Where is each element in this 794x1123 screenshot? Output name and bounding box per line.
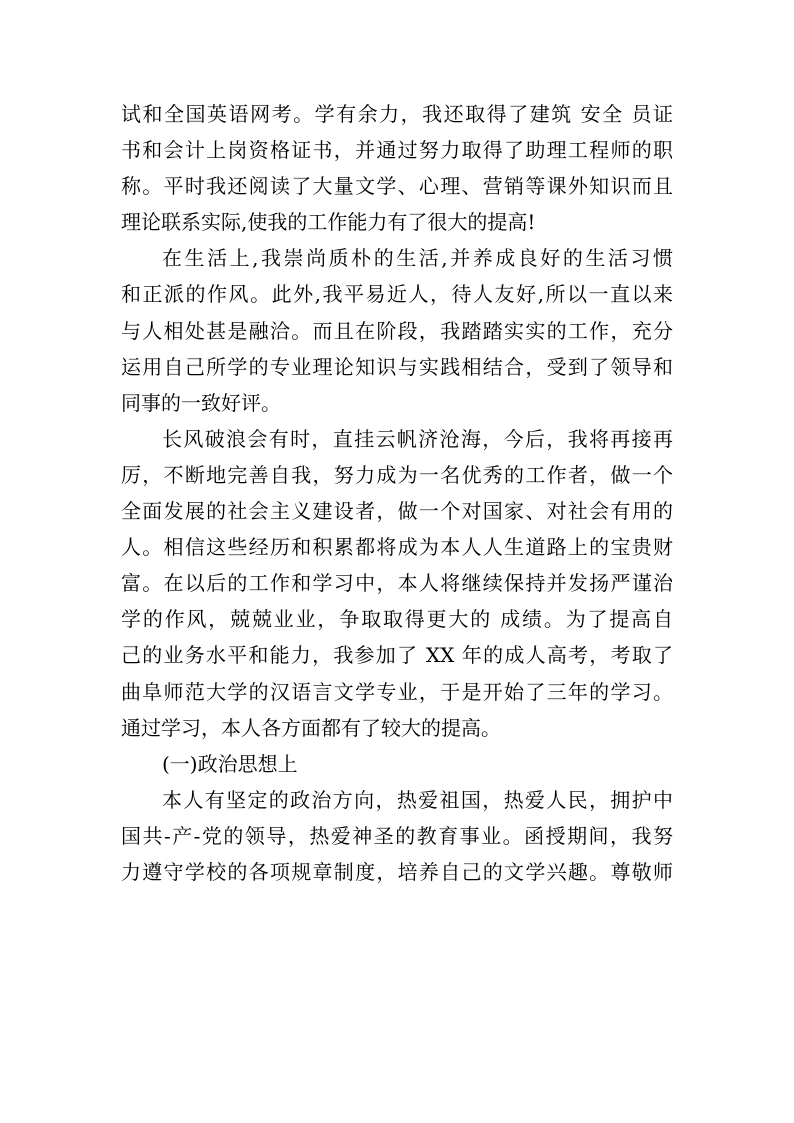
text-line: 理论联系实际,使我的工作能力有了很大的提高!: [121, 210, 536, 235]
text-line: 己的业务水平和能力，我参加了 XX 年的成人高考，考取了: [121, 643, 673, 668]
text-line: 富。在以后的工作和学习中，本人将继续保持并发扬严谨治: [121, 571, 673, 596]
text-line: 人。相信这些经历和积累都将成为本人人生道路上的宝贵财: [121, 535, 673, 560]
text-line: 全面发展的社会主义建设者，做一个对国家、对社会有用的: [121, 499, 673, 524]
text-line: 书和会计上岗资格证书，并通过努力取得了助理工程师的职: [121, 138, 673, 163]
text-line: 和正派的作风。此外,我平易近人，待人友好,所以一直以来: [121, 282, 673, 307]
text-line: 试和全国英语网考。学有余力，我还取得了建筑 安全 员证: [121, 102, 673, 126]
paragraph-first-line: 长风破浪会有时，直挂云帆济沧海，今后，我将再接再: [162, 426, 673, 451]
text-line: 学的作风，兢兢业业，争取取得更大的 成绩。为了提高自: [121, 607, 673, 632]
text-line: 曲阜师范大学的汉语言文学专业，于是开始了三年的学习。: [121, 679, 673, 704]
paragraph-first-line: 本人有坚定的政治方向，热爱祖国，热爱人民，拥护中: [162, 787, 673, 812]
text-line: 力遵守学校的各项规章制度，培养自己的文学兴趣。尊敬师: [121, 859, 673, 884]
text-line: 同事的一致好评。: [121, 390, 281, 415]
text-line: 与人相处甚是融洽。而且在阶段，我踏踏实实的工作，充分: [121, 318, 673, 343]
text-line: 通过学习，本人各方面都有了较大的提高。: [121, 715, 501, 740]
text-line: 厉，不断地完善自我，努力成为一名优秀的工作者，做一个: [121, 462, 673, 487]
text-line: 国共-产-党的领导，热爱神圣的教育事业。函授期间，我努: [121, 823, 673, 848]
paragraph-first-line: 在生活上,我崇尚质朴的生活,并养成良好的生活习惯: [162, 246, 673, 271]
text-line: 运用自己所学的专业理论知识与实践相结合，受到了领导和: [121, 354, 673, 379]
document-body: [0, 96, 794, 890]
section-heading: (一)政治思想上: [162, 751, 298, 776]
text-line: 称。平时我还阅读了大量文学、心理、营销等课外知识而且: [121, 174, 673, 199]
